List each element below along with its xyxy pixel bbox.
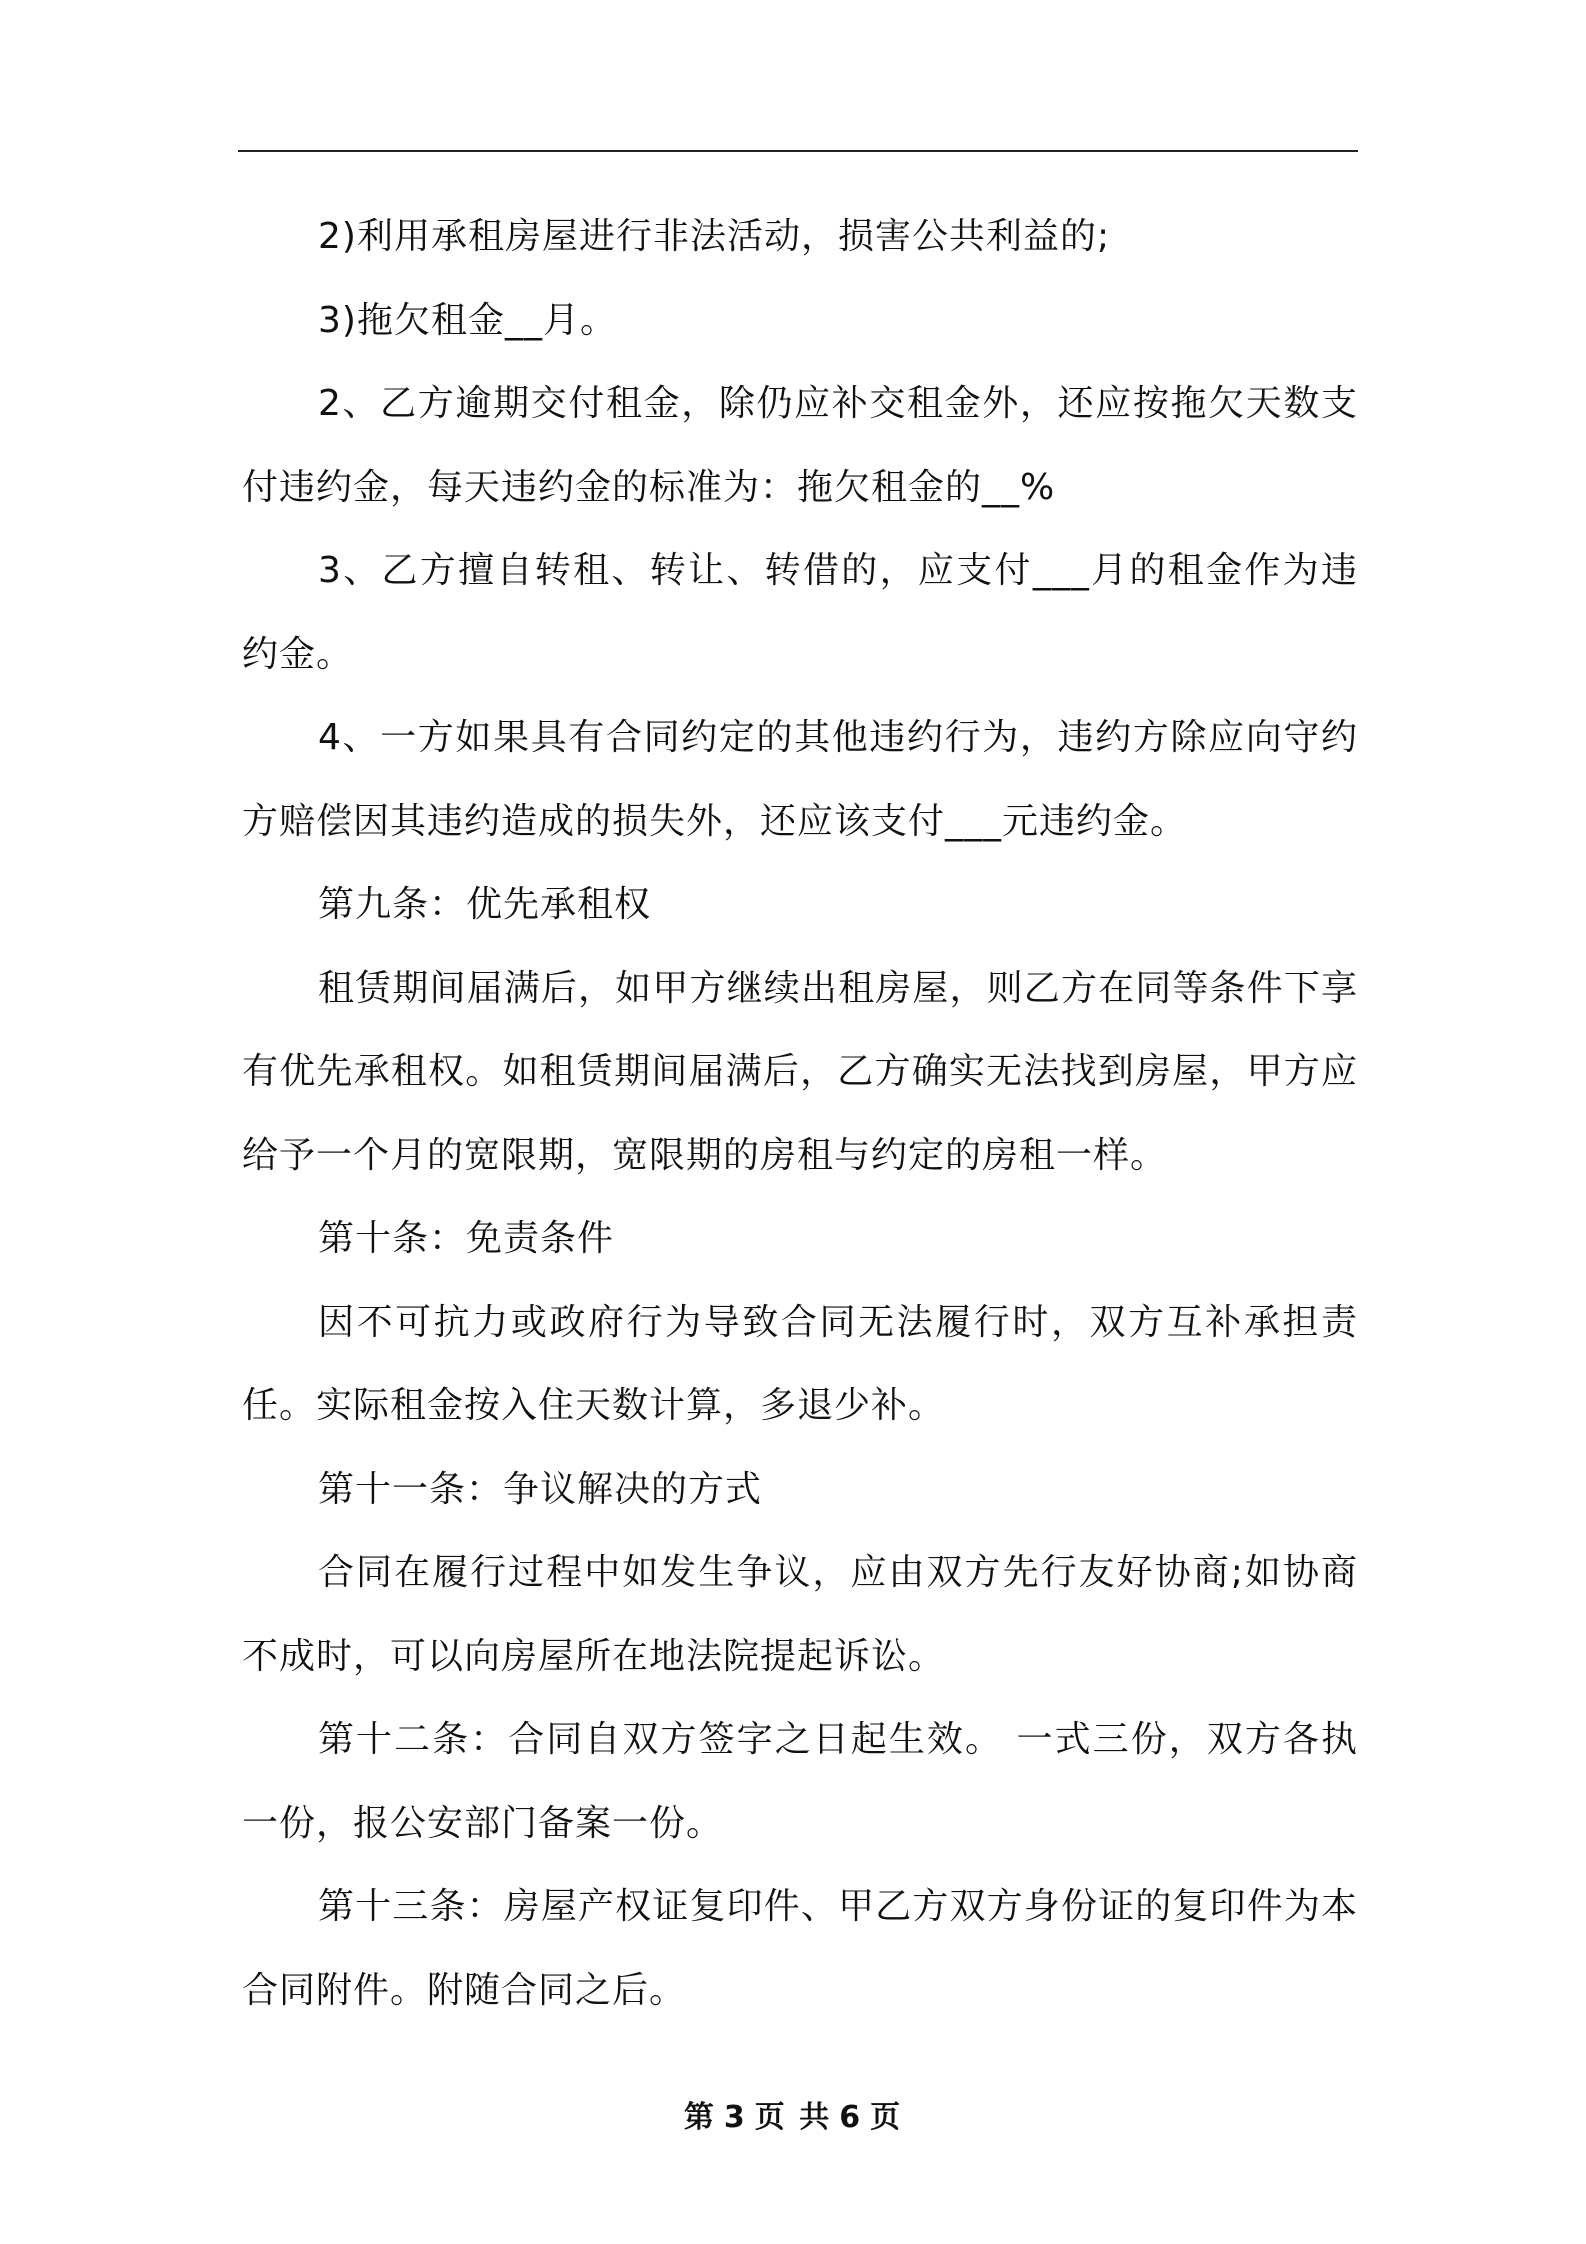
footer-current-page: 3 bbox=[723, 2100, 747, 2135]
footer-suffix: 页 bbox=[870, 2100, 903, 2135]
page-number-footer bbox=[0, 2092, 1586, 2136]
section-heading: 第九条：优先承租权 bbox=[318, 884, 652, 925]
paragraph: 3、乙方擅自转租、转让、转借的，应支付___月的租金作为违约金。 bbox=[242, 550, 1358, 675]
header-rule bbox=[238, 150, 1358, 152]
paragraph: 2、乙方逾期交付租金，除仍应补交租金外，还应按拖欠天数支付违约金，每天违约金的标准为：拖欠租金的__% bbox=[242, 383, 1358, 508]
document-body bbox=[242, 195, 1358, 2032]
paragraph: 因不可抗力或政府行为导致合同无法履行时，双方互补承担责任。实际租金按入住天数计算，多退少补。 bbox=[242, 1301, 1358, 1426]
footer-middle: 页 共 bbox=[754, 2100, 832, 2135]
paragraph: 第十三条：房屋产权证复印件、甲乙方双方身份证的复印件为本合同附件。附随合同之后。 bbox=[242, 1886, 1358, 2011]
paragraph: 3)拖欠租金__月。 bbox=[318, 299, 617, 341]
paragraph: 合同在履行过程中如发生争议，应由双方先行友好协商;如协商不成时，可以向房屋所在地法院提起诉讼。 bbox=[242, 1552, 1358, 1677]
paragraph: 2)利用承租房屋进行非法活动，损害公共利益的; bbox=[318, 216, 1111, 257]
section-heading: 第十条：免责条件 bbox=[318, 1218, 615, 1259]
footer-total-pages: 6 bbox=[839, 2100, 863, 2135]
paragraph: 4、一方如果具有合同约定的其他违约行为，违约方除应向守约方赔偿因其违约造成的损失外，还应该支付___元违约金。 bbox=[242, 717, 1358, 842]
paragraph: 第十二条：合同自双方签字之日起生效。 一式三份，双方各执一份，报公安部门备案一份。 bbox=[242, 1719, 1358, 1844]
section-heading: 第十一条：争议解决的方式 bbox=[318, 1468, 763, 1510]
footer-prefix: 第 bbox=[683, 2100, 716, 2135]
paragraph: 租赁期间届满后，如甲方继续出租房屋，则乙方在同等条件下享有优先承租权。如租赁期间届满后，乙方确实无法找到房屋，甲方应给予一个月的宽限期，宽限期的房租与约定的房租一样。 bbox=[242, 967, 1358, 1176]
